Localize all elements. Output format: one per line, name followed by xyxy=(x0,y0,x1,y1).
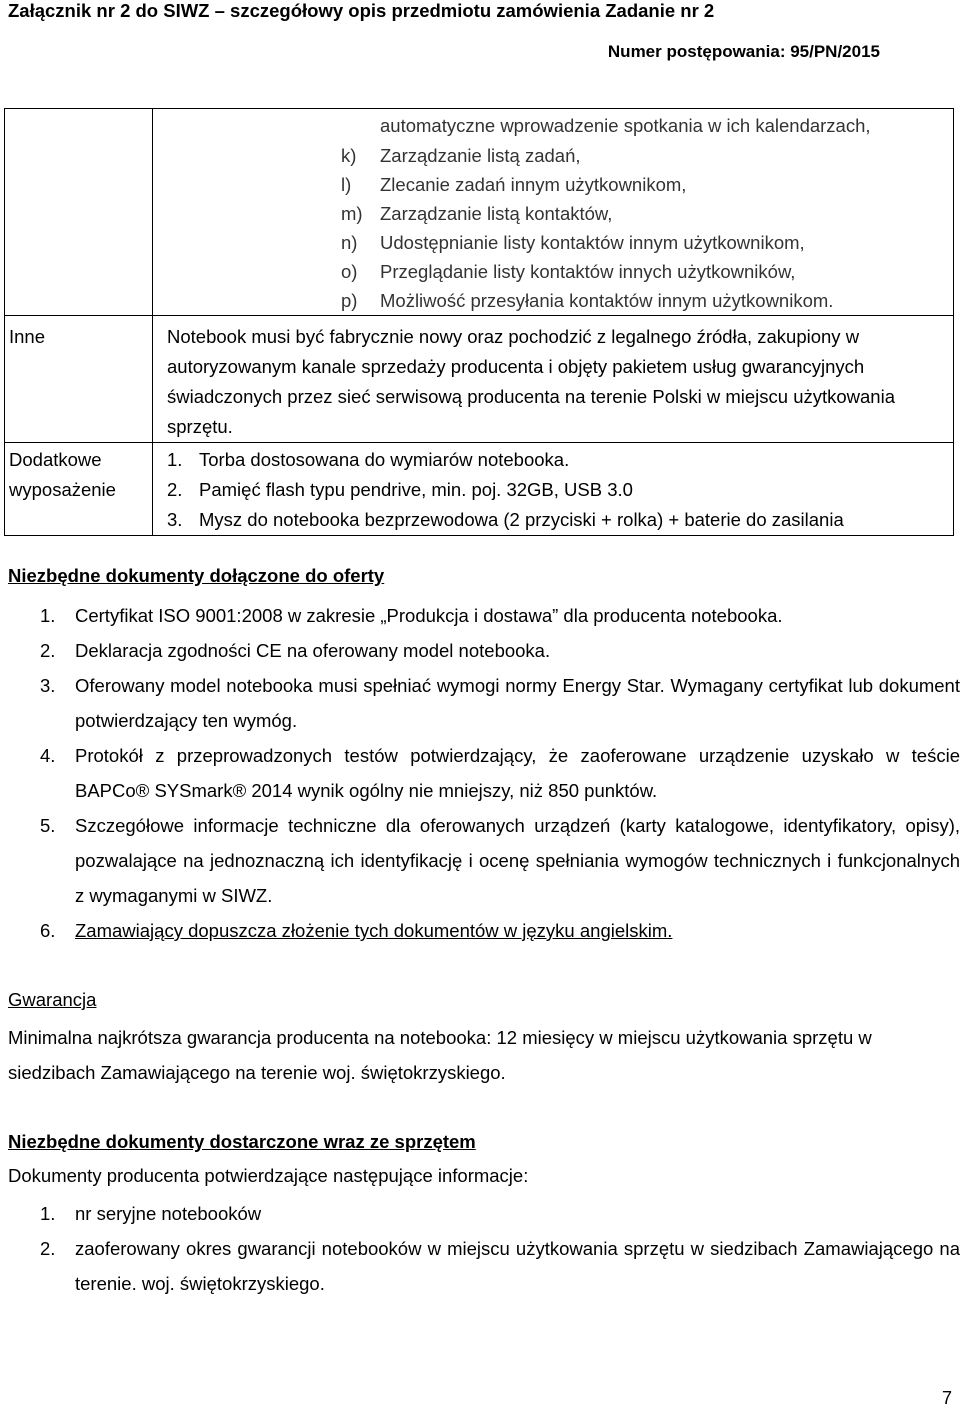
list-item xyxy=(153,141,953,170)
list-item xyxy=(8,1196,960,1231)
list-letter: k) xyxy=(341,145,357,166)
list-text: Zlecanie zadań innym użytkownikom, xyxy=(380,174,687,195)
list-item xyxy=(8,1231,960,1301)
list-text: Mysz do notebooka bezprzewodowa (2 przyciski + rolka) + baterie do zasilania xyxy=(199,509,844,530)
accessories-list xyxy=(153,443,953,535)
list-text: zaoferowany okres gwarancji notebooków w miejscu użytkowania sprzętu w siedzibach Zamawiającego na terenie. woj. świętokrzyskiego. xyxy=(75,1238,960,1294)
list-number: 2. xyxy=(40,1238,56,1259)
row-label-line: wyposażenie xyxy=(9,479,116,500)
list-item xyxy=(8,808,960,913)
warranty-section xyxy=(8,988,960,1090)
list-item xyxy=(153,257,953,286)
list-text: Zamawiający dopuszcza złożenie tych dokumentów w języku angielskim. xyxy=(75,920,673,941)
list-item xyxy=(153,199,953,228)
table-cell-content xyxy=(153,109,954,316)
list-text: Torba dostosowana do wymiarów notebooka. xyxy=(199,449,570,470)
case-number: Numer postępowania: 95/PN/2015 xyxy=(607,42,880,61)
list-text: Deklaracja zgodności CE na oferowany model notebooka. xyxy=(75,640,551,661)
list-item xyxy=(153,445,953,475)
spec-table xyxy=(4,108,954,536)
table-row xyxy=(5,316,954,443)
list-item xyxy=(153,170,953,199)
list-text: Pamięć flash typu pendrive, min. poj. 32GB, USB 3.0 xyxy=(199,479,633,500)
list-text: Certyfikat ISO 9001:2008 w zakresie „Produkcja i dostawa” dla producenta notebooka. xyxy=(75,605,783,626)
table-cell-label-empty xyxy=(5,109,153,316)
list-text: Przeglądanie listy kontaktów innych użytkowników, xyxy=(380,261,796,282)
requirements-paragraph: Notebook musi być fabrycznie nowy oraz pochodzić z legalnego źródła, zakupiony w autoryzowanym kanale sprzedaży producenta i objęty pakietem usług gwarancyjnych świadczonych przez sieć serwisową producenta na terenie Polski w miejscu użytkowania sprzętu. xyxy=(167,326,895,437)
section-title: Gwarancja xyxy=(8,989,97,1010)
warranty-text: Minimalna najkrótsza gwarancja producenta na notebooka: 12 miesięcy w miejscu użytkowania sprzętu w siedzibach Zamawiającego na terenie woj. świętokrzyskiego. xyxy=(8,1027,872,1083)
table-cell-content xyxy=(153,443,954,536)
list-text: Zarządzanie listą zadań, xyxy=(380,145,581,166)
list-number: 1. xyxy=(167,449,183,470)
list-letter: l) xyxy=(341,174,352,195)
row-label-line: Dodatkowe xyxy=(9,449,102,470)
list-number: 3. xyxy=(40,675,56,696)
list-letter: o) xyxy=(341,261,358,282)
list-text: Protokół z przeprowadzonych testów potwierdzający, że zaoferowane urządzenie uzyskało w teście BAPCo® SYSmark® 2014 wynik ogólny nie mniejszy, niż 850 punktów. xyxy=(75,745,960,801)
list-item xyxy=(8,633,960,668)
delivered-docs-section xyxy=(8,1130,960,1301)
table-cell-content xyxy=(153,316,954,443)
delivered-docs-list xyxy=(8,1196,960,1301)
list-letter: m) xyxy=(341,203,363,224)
required-docs-section xyxy=(8,564,960,948)
list-item xyxy=(8,738,960,808)
row-label-inne: Inne xyxy=(9,326,46,347)
list-number: 6. xyxy=(40,920,56,941)
list-text: Szczegółowe informacje techniczne dla oferowanych urządzeń (karty katalogowe, identyfikatory, opisy), pozwalające na jednoznaczną ich identyfikację i ocenę spełniania wymogów technicznych i funkcjonalnych z wymaganymi w SIWZ. xyxy=(75,815,960,906)
list-item xyxy=(153,286,953,315)
lettered-list xyxy=(153,141,953,315)
list-item xyxy=(153,475,953,505)
list-number: 1. xyxy=(40,605,56,626)
document-header-title: Załącznik nr 2 do SIWZ – szczegółowy opis przedmiotu zamówienia Zadanie nr 2 xyxy=(8,0,715,21)
required-docs-list xyxy=(8,598,960,948)
list-number: 5. xyxy=(40,815,56,836)
list-item xyxy=(8,598,960,633)
list-text: Oferowany model notebooka musi spełniać wymogi normy Energy Star. Wymagany certyfikat lub dokument potwierdzający ten wymóg. xyxy=(75,675,960,731)
table-row xyxy=(5,443,954,536)
list-number: 4. xyxy=(40,745,56,766)
continuation-line: automatyczne wprowadzenie spotkania w ich kalendarzach, xyxy=(380,115,871,136)
table-row xyxy=(5,109,954,316)
list-text: Udostępnianie listy kontaktów innym użytkownikom, xyxy=(380,232,805,253)
list-number: 3. xyxy=(167,509,183,530)
list-number: 1. xyxy=(40,1203,56,1224)
list-number: 2. xyxy=(167,479,183,500)
list-letter: p) xyxy=(341,290,358,311)
list-text: Zarządzanie listą kontaktów, xyxy=(380,203,613,224)
list-item xyxy=(8,913,960,948)
list-item xyxy=(153,505,953,535)
table-cell-label xyxy=(5,443,153,536)
list-number: 2. xyxy=(40,640,56,661)
section-title: Niezbędne dokumenty dostarczone wraz ze sprzętem xyxy=(8,1131,476,1152)
section-intro: Dokumenty producenta potwierdzające następujące informacje: xyxy=(8,1165,529,1186)
list-letter: n) xyxy=(341,232,358,253)
list-item xyxy=(8,668,960,738)
section-title: Niezbędne dokumenty dołączone do oferty xyxy=(8,565,385,586)
list-item xyxy=(153,228,953,257)
list-text: nr seryjne notebooków xyxy=(75,1203,262,1224)
page-number: 7 xyxy=(941,1388,952,1408)
list-text: Możliwość przesyłania kontaktów innym użytkownikom. xyxy=(380,290,834,311)
table-cell-label xyxy=(5,316,153,443)
